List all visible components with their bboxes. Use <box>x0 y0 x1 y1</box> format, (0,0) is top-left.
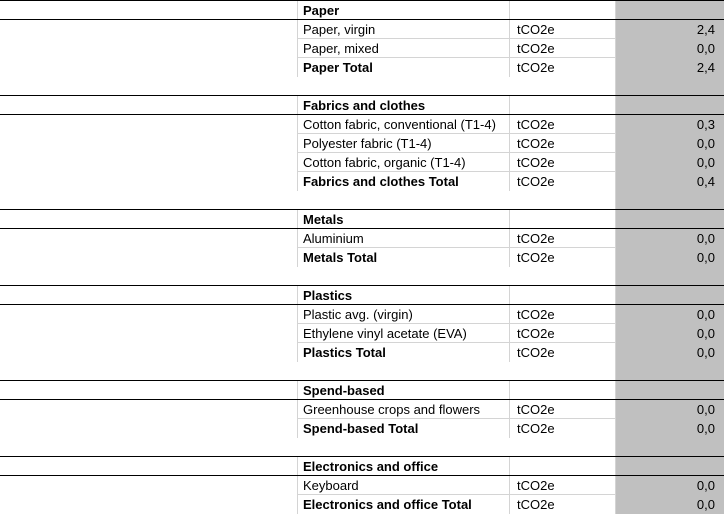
item-row <box>0 134 724 153</box>
item-label-cell[interactable]: Cotton fabric, conventional (T1-4) <box>297 115 509 134</box>
cell-empty[interactable] <box>297 191 509 210</box>
cell-empty[interactable] <box>0 1 297 20</box>
cell-empty[interactable] <box>0 96 297 115</box>
cell-empty[interactable] <box>297 362 509 381</box>
cell-empty[interactable] <box>0 457 297 476</box>
blank-row <box>0 77 724 96</box>
blank-row <box>0 191 724 210</box>
value-cell-empty[interactable] <box>615 77 724 96</box>
group-header-row <box>0 286 724 305</box>
item-row <box>0 305 724 324</box>
cell-empty[interactable] <box>509 267 615 286</box>
item-row <box>0 39 724 58</box>
group-header-cell[interactable]: Metals <box>297 210 509 229</box>
cell-empty[interactable] <box>0 400 297 419</box>
item-label-cell[interactable]: Polyester fabric (T1-4) <box>297 134 509 153</box>
value-cell[interactable]: 0,0 <box>615 153 724 172</box>
value-cell-empty[interactable] <box>615 1 724 20</box>
total-label-cell[interactable]: Spend-based Total <box>297 419 509 438</box>
value-cell[interactable]: 0,3 <box>615 115 724 134</box>
cell-empty[interactable] <box>509 191 615 210</box>
unit-cell[interactable]: tCO2e <box>509 115 615 134</box>
value-cell-empty[interactable] <box>615 267 724 286</box>
cell-empty[interactable] <box>0 115 297 134</box>
cell-empty[interactable] <box>0 286 297 305</box>
group-total-row <box>0 172 724 191</box>
cell-empty[interactable] <box>509 362 615 381</box>
blank-row <box>0 438 724 457</box>
value-cell-empty[interactable] <box>615 362 724 381</box>
unit-cell[interactable]: tCO2e <box>509 419 615 438</box>
value-cell[interactable]: 0,4 <box>615 172 724 191</box>
total-label-cell[interactable]: Fabrics and clothes Total <box>297 172 509 191</box>
group-total-row <box>0 343 724 362</box>
cell-empty[interactable] <box>0 39 297 58</box>
cell-empty[interactable] <box>0 495 297 514</box>
value-cell-empty[interactable] <box>615 381 724 400</box>
value-cell[interactable]: 0,0 <box>615 305 724 324</box>
cell-empty[interactable] <box>509 1 615 20</box>
cell-empty[interactable] <box>0 172 297 191</box>
cell-empty[interactable] <box>0 191 297 210</box>
cell-empty[interactable] <box>0 210 297 229</box>
cell-empty[interactable] <box>0 305 297 324</box>
value-cell[interactable]: 0,0 <box>615 39 724 58</box>
cell-empty[interactable] <box>509 96 615 115</box>
unit-cell[interactable]: tCO2e <box>509 400 615 419</box>
value-cell[interactable]: 2,4 <box>615 58 724 77</box>
value-cell-empty[interactable] <box>615 457 724 476</box>
unit-cell[interactable]: tCO2e <box>509 476 615 495</box>
item-label-cell[interactable]: Ethylene vinyl acetate (EVA) <box>297 324 509 343</box>
total-label-cell[interactable]: Paper Total <box>297 58 509 77</box>
group-total-row <box>0 419 724 438</box>
value-cell[interactable]: 0,0 <box>615 419 724 438</box>
item-row <box>0 153 724 172</box>
cell-empty[interactable] <box>509 381 615 400</box>
group-header-cell[interactable]: Electronics and office <box>297 457 509 476</box>
cell-empty[interactable] <box>0 248 297 267</box>
cell-empty[interactable] <box>509 438 615 457</box>
unit-cell[interactable]: tCO2e <box>509 324 615 343</box>
group-header-row <box>0 1 724 20</box>
item-label-cell[interactable]: Greenhouse crops and flowers <box>297 400 509 419</box>
cell-empty[interactable] <box>0 77 297 96</box>
cell-empty[interactable] <box>297 77 509 96</box>
value-cell[interactable]: 2,4 <box>615 20 724 39</box>
cell-empty[interactable] <box>509 77 615 96</box>
cell-empty[interactable] <box>509 457 615 476</box>
unit-cell[interactable]: tCO2e <box>509 495 615 514</box>
value-cell[interactable]: 0,0 <box>615 495 724 514</box>
group-header-cell[interactable]: Plastics <box>297 286 509 305</box>
group-total-row <box>0 248 724 267</box>
item-row <box>0 400 724 419</box>
item-row <box>0 476 724 495</box>
unit-cell[interactable]: tCO2e <box>509 248 615 267</box>
group-header-row <box>0 210 724 229</box>
value-cell[interactable]: 0,0 <box>615 324 724 343</box>
cell-empty[interactable] <box>0 267 297 286</box>
cell-empty[interactable] <box>0 438 297 457</box>
item-label-cell[interactable]: Keyboard <box>297 476 509 495</box>
cell-empty[interactable] <box>297 438 509 457</box>
cell-empty[interactable] <box>509 286 615 305</box>
value-cell-empty[interactable] <box>615 96 724 115</box>
group-header-cell[interactable]: Paper <box>297 1 509 20</box>
group-total-row <box>0 58 724 77</box>
group-header-row <box>0 381 724 400</box>
unit-cell[interactable]: tCO2e <box>509 305 615 324</box>
item-row <box>0 20 724 39</box>
unit-cell[interactable]: tCO2e <box>509 134 615 153</box>
cell-empty[interactable] <box>0 58 297 77</box>
blank-row <box>0 267 724 286</box>
cell-empty[interactable] <box>0 229 297 248</box>
cell-empty[interactable] <box>0 343 297 362</box>
value-cell[interactable]: 0,0 <box>615 400 724 419</box>
item-label-cell[interactable]: Paper, virgin <box>297 20 509 39</box>
group-header-cell[interactable]: Fabrics and clothes <box>297 96 509 115</box>
cell-empty[interactable] <box>297 267 509 286</box>
value-cell-empty[interactable] <box>615 191 724 210</box>
cell-empty[interactable] <box>0 153 297 172</box>
unit-cell[interactable]: tCO2e <box>509 153 615 172</box>
cell-empty[interactable] <box>0 476 297 495</box>
total-label-cell[interactable]: Plastics Total <box>297 343 509 362</box>
cell-empty[interactable] <box>0 381 297 400</box>
item-label-cell[interactable]: Cotton fabric, organic (T1-4) <box>297 153 509 172</box>
unit-cell[interactable]: tCO2e <box>509 229 615 248</box>
cell-empty[interactable] <box>0 324 297 343</box>
value-cell-empty[interactable] <box>615 210 724 229</box>
group-header-row <box>0 96 724 115</box>
value-cell-empty[interactable] <box>615 286 724 305</box>
item-label-cell[interactable]: Plastic avg. (virgin) <box>297 305 509 324</box>
unit-cell[interactable]: tCO2e <box>509 343 615 362</box>
value-cell-empty[interactable] <box>615 438 724 457</box>
value-cell[interactable]: 0,0 <box>615 343 724 362</box>
unit-cell[interactable]: tCO2e <box>509 58 615 77</box>
unit-cell[interactable]: tCO2e <box>509 20 615 39</box>
group-header-cell[interactable]: Spend-based <box>297 381 509 400</box>
cell-empty[interactable] <box>509 210 615 229</box>
group-header-row <box>0 457 724 476</box>
blank-row <box>0 362 724 381</box>
unit-cell[interactable]: tCO2e <box>509 39 615 58</box>
total-label-cell[interactable]: Metals Total <box>297 248 509 267</box>
item-row <box>0 324 724 343</box>
item-label-cell[interactable]: Aluminium <box>297 229 509 248</box>
item-row <box>0 115 724 134</box>
unit-cell[interactable]: tCO2e <box>509 172 615 191</box>
group-total-row <box>0 495 724 514</box>
value-cell[interactable]: 0,0 <box>615 476 724 495</box>
cell-empty[interactable] <box>0 20 297 39</box>
item-label-cell[interactable]: Paper, mixed <box>297 39 509 58</box>
value-cell[interactable]: 0,0 <box>615 134 724 153</box>
cell-empty[interactable] <box>0 419 297 438</box>
cell-empty[interactable] <box>0 134 297 153</box>
total-label-cell[interactable]: Electronics and office Total <box>297 495 509 514</box>
value-cell[interactable]: 0,0 <box>615 248 724 267</box>
item-row <box>0 229 724 248</box>
cell-empty[interactable] <box>0 362 297 381</box>
value-cell[interactable]: 0,0 <box>615 229 724 248</box>
